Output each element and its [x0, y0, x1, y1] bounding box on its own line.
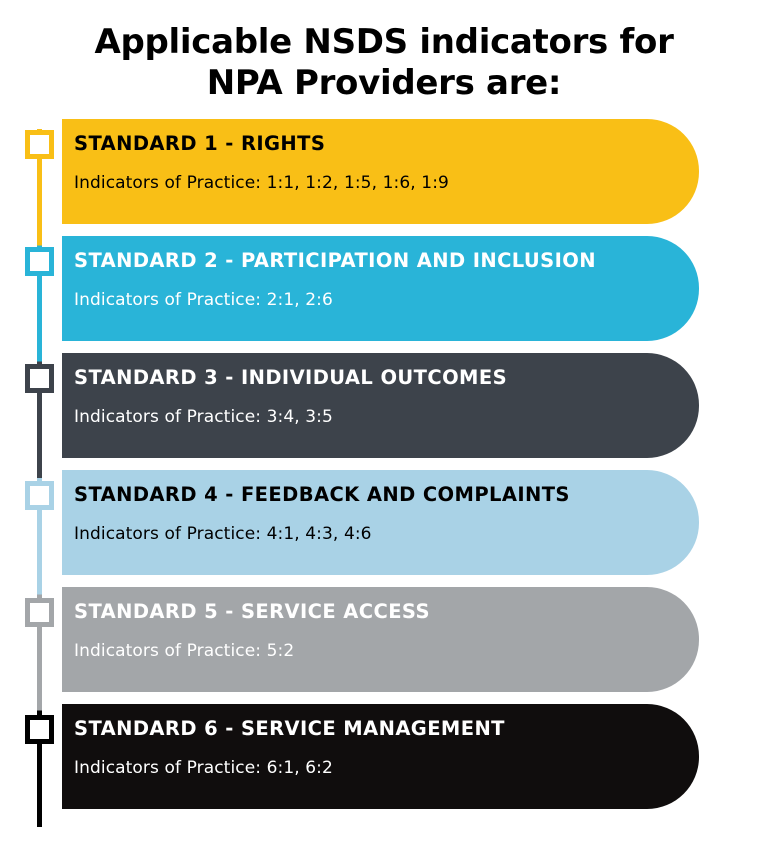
standards-list	[0, 119, 768, 821]
standard-bar-4	[62, 470, 699, 575]
standard-heading-6: STANDARD 6 - SERVICE MANAGEMENT	[74, 716, 505, 740]
standard-indicators-4: Indicators of Practice: 4:1, 4:3, 4:6	[74, 524, 372, 545]
timeline-marker-icon-4	[25, 481, 54, 510]
standard-row-3	[0, 353, 768, 470]
page-title	[0, 0, 768, 105]
timeline-marker-icon-2	[25, 247, 54, 276]
timeline-marker-icon-3	[25, 364, 54, 393]
standard-bar-1	[62, 119, 699, 224]
timeline-marker-icon-1	[25, 130, 54, 159]
standard-indicators-1: Indicators of Practice: 1:1, 1:2, 1:5, 1:6, 1:9	[74, 173, 449, 194]
standard-row-5	[0, 587, 768, 704]
standard-heading-2: STANDARD 2 - PARTICIPATION AND INCLUSION	[74, 248, 596, 272]
standard-indicators-2: Indicators of Practice: 2:1, 2:6	[74, 290, 333, 311]
standard-row-6	[0, 704, 768, 821]
timeline-marker-icon-5	[25, 598, 54, 627]
standard-indicators-3: Indicators of Practice: 3:4, 3:5	[74, 407, 333, 428]
standard-heading-3: STANDARD 3 - INDIVIDUAL OUTCOMES	[74, 365, 508, 389]
page-title-line-1: Applicable NSDS indicators for	[94, 22, 674, 62]
standard-bar-3	[62, 353, 699, 458]
standard-row-4	[0, 470, 768, 587]
standard-bar-5	[62, 587, 699, 692]
page-title-line-2: NPA Providers are:	[206, 63, 562, 104]
standard-heading-1: STANDARD 1 - RIGHTS	[74, 131, 326, 155]
standard-heading-4: STANDARD 4 - FEEDBACK AND COMPLAINTS	[74, 482, 570, 506]
standard-row-2	[0, 236, 768, 353]
standard-bar-6	[62, 704, 699, 809]
standard-indicators-6: Indicators of Practice: 6:1, 6:2	[74, 758, 333, 779]
standard-bar-2	[62, 236, 699, 341]
standard-heading-5: STANDARD 5 - SERVICE ACCESS	[74, 599, 430, 623]
timeline-marker-icon-6	[25, 715, 54, 744]
standard-indicators-5: Indicators of Practice: 5:2	[74, 641, 295, 662]
standard-row-1	[0, 119, 768, 236]
